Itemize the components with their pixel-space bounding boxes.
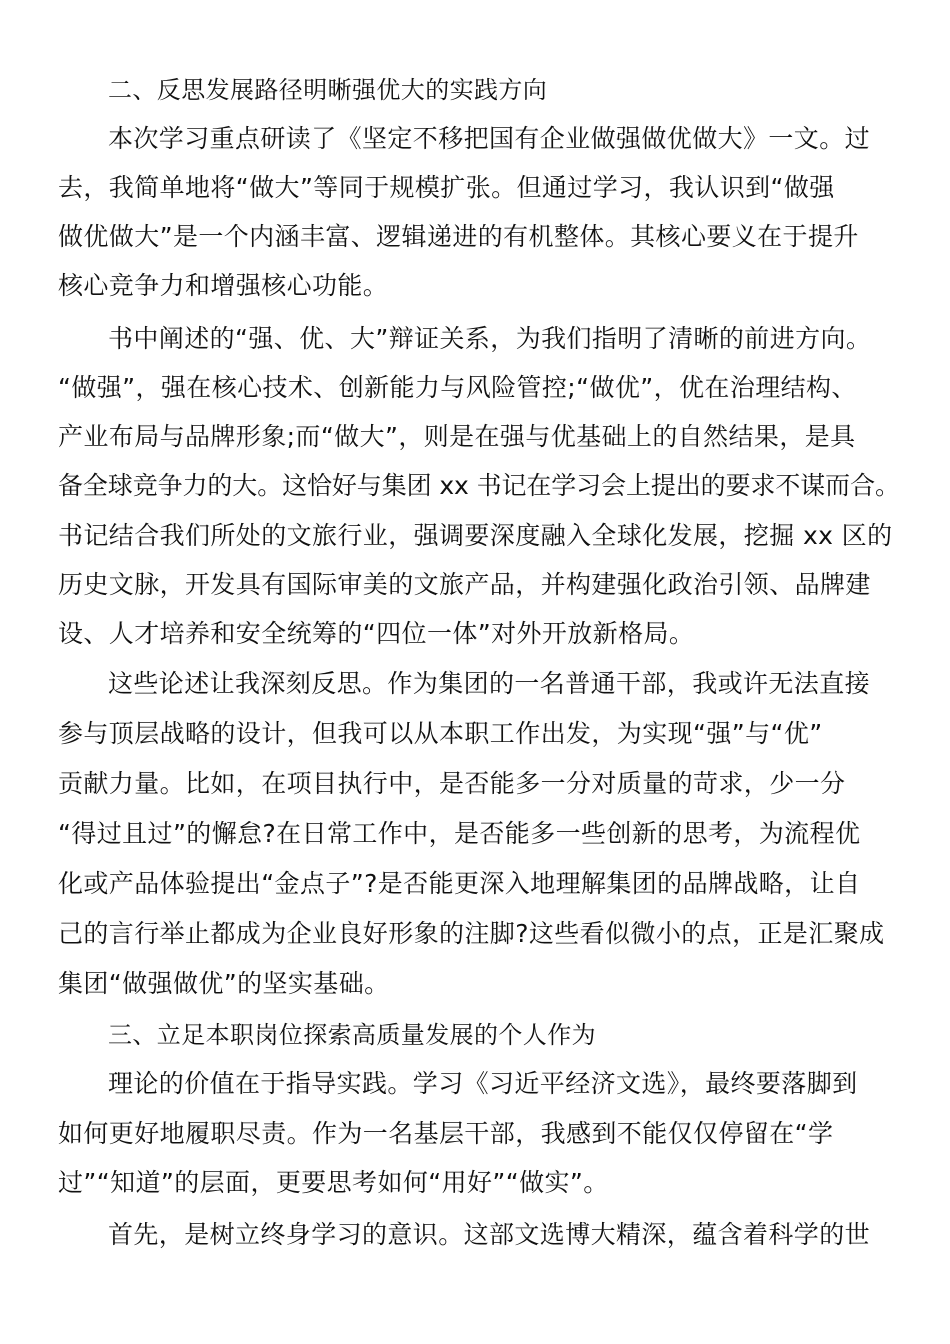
paragraph-line: 做优做大”是一个内涵丰富、逻辑递进的有机整体。其核心要义在于提升 xyxy=(58,222,859,251)
paragraph-line: 参与顶层战略的设计，但我可以从本职工作出发，为实现“强”与“优” xyxy=(58,719,823,748)
paragraph-line: 贡献力量。比如，在项目执行中，是否能多一分对质量的苛求，少一分 xyxy=(58,769,846,798)
paragraph-line: 历史文脉，开发具有国际审美的文旅产品，并构建强化政治引领、品牌建 xyxy=(58,570,871,599)
paragraph-line: 过”“知道”的层面，更要思考如何“用好”“做实”。 xyxy=(58,1168,609,1197)
paragraph-line: 去，我简单地将“做大”等同于规模扩张。但通过学习，我认识到“做强 xyxy=(58,173,835,202)
paragraph-line: 核心竞争力和增强核心功能。 xyxy=(58,271,389,300)
section-heading-3: 三、立足本职岗位探索高质量发展的个人作为 xyxy=(108,1021,596,1049)
paragraph-line: 设、人才培养和安全统筹的“四位一体”对外开放新格局。 xyxy=(58,619,695,648)
paragraph-line: “得过且过”的懈怠?在日常工作中，是否能多一些创新的思考，为流程优 xyxy=(58,819,861,848)
paragraph-line: 己的言行举止都成为企业良好形象的注脚?这些看似微小的点，正是汇聚成 xyxy=(58,919,885,948)
paragraph-line: 产业布局与品牌形象;而“做大”，则是在强与优基础上的自然结果，是具 xyxy=(58,422,856,451)
paragraph-line: 书中阐述的“强、优、大”辩证关系，为我们指明了清晰的前进方向。 xyxy=(108,324,872,353)
paragraph-line: 集团“做强做优”的坚实基础。 xyxy=(58,969,390,998)
paragraph-line: 如何更好地履职尽责。作为一名基层干部，我感到不能仅仅停留在“学 xyxy=(58,1119,834,1148)
paragraph-line: 备全球竞争力的大。这恰好与集团 xx 书记在学习会上提出的要求不谋而合。 xyxy=(58,471,900,500)
paragraph-line: 本次学习重点研读了《坚定不移把国有企业做强做优做大》一文。过 xyxy=(108,124,871,153)
paragraph-line: 这些论述让我深刻反思。作为集团的一名普通干部，我或许无法直接 xyxy=(108,669,871,698)
paragraph-line: 首先，是树立终身学习的意识。这部文选博大精深，蕴含着科学的世 xyxy=(108,1220,871,1249)
paragraph-line: 化或产品体验提出“金点子”?是否能更深入地理解集团的品牌战略，让自 xyxy=(58,869,861,898)
paragraph-line: 理论的价值在于指导实践。学习《习近平经济文选》，最终要落脚到 xyxy=(108,1069,858,1098)
paragraph-line: 书记结合我们所处的文旅行业，强调要深度融入全球化发展，挖掘 xx 区的 xyxy=(58,521,893,550)
section-heading-2: 二、反思发展路径明晰强优大的实践方向 xyxy=(108,76,548,104)
paragraph-line: “做强”，强在核心技术、创新能力与风险管控;“做优”，优在治理结构、 xyxy=(58,373,857,402)
